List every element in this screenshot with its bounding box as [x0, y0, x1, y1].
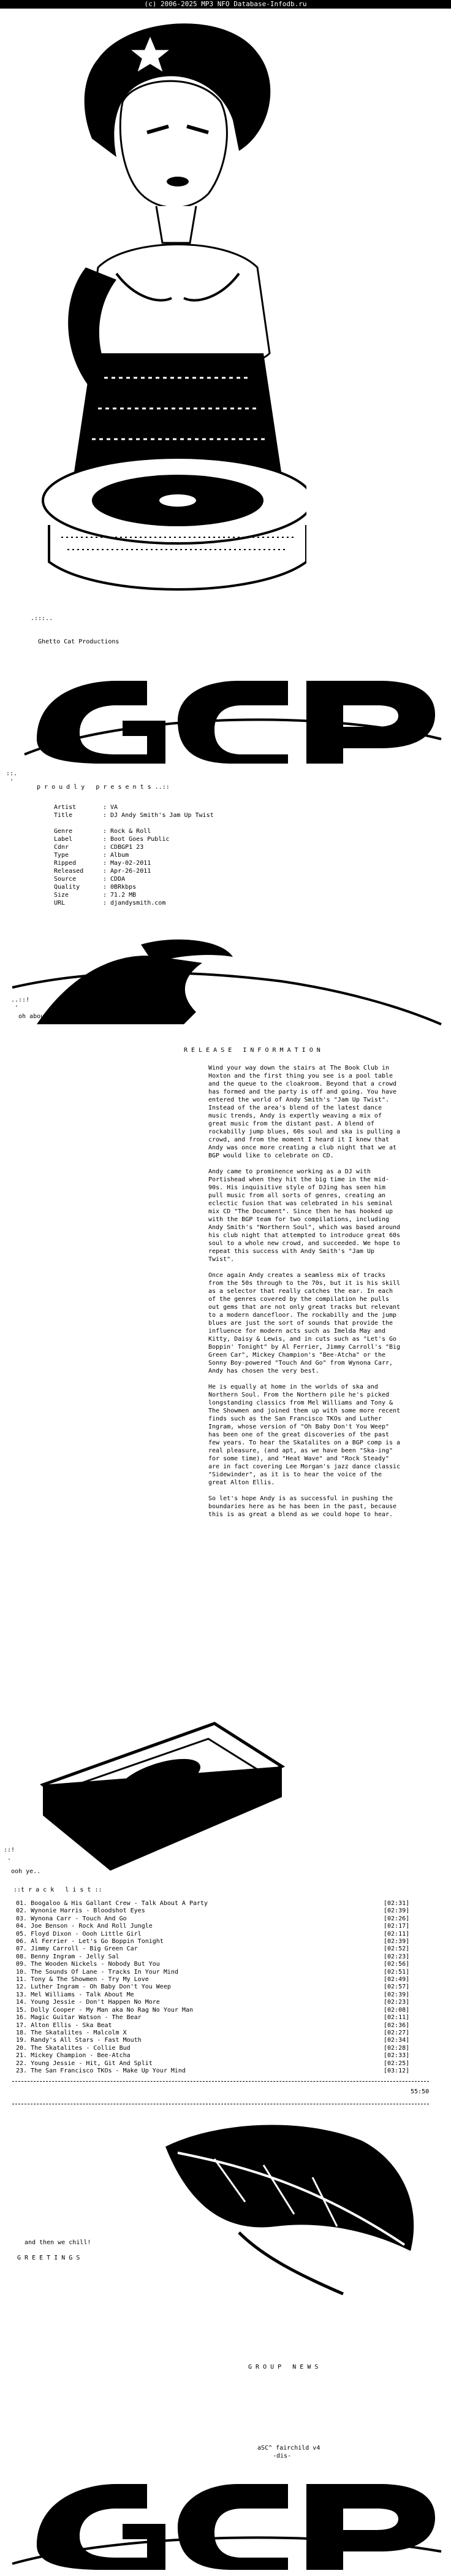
track-title: 15. Dolly Cooper - My Man aka No Rag No Your Man	[16, 2006, 193, 2014]
release-info-row	[54, 835, 214, 843]
release-info-value: : Rock & Roll	[103, 828, 151, 835]
release-information-title: R E L E A S E I N F O R M A T I O N	[184, 1047, 320, 1054]
release-info-row	[54, 843, 214, 851]
presenter-name: Ghetto Cat Productions	[38, 638, 119, 645]
track-row	[16, 2030, 420, 2037]
track-duration: [02:36]	[384, 2022, 410, 2029]
release-note-paragraph: He is equally at home in the worlds of ska and Northern Soul. From the Northern pile he's picked longstanding classics from Mel Williams and Tony & The Showmen and joined them up with some more recent finds such as the San Francisco TKOs and Luther Ingram, whose version of "Oh Baby Don't You Weep" has been one of the great discoveries of the past few years. To hear the Skatalites on a BGP comp is a real pleasure, (and apt, as we have been "Ska-ing" for some time), and "Heat Wave" and "Rock Steady" are in fact covering Lee Morgan's jazz dance classic "Sidewinder", as it is to hear the voice of the great Alton Ellis.	[208, 1384, 401, 1486]
track-duration: [02:27]	[384, 2029, 410, 2036]
track-title: 11. Tony & The Showmen - Try My Love	[16, 1976, 149, 1984]
track-title: 23. The San Francisco TKOs - Make Up Your Mind	[16, 2067, 186, 2074]
track-row	[16, 2045, 420, 2052]
track-row	[16, 2022, 420, 2030]
track-duration: [03:12]	[384, 2067, 410, 2074]
release-info-value: : 71.2 MB	[103, 892, 137, 899]
release-note-paragraph: So let's hope Andy is as successful in pushing the boundaries here as he has been in the past, because this is as great a blend as we could hope to hear.	[208, 1495, 397, 1518]
track-row	[16, 1969, 420, 1976]
track-title: 19. Randy's All Stars - Fast Mouth	[16, 2037, 142, 2044]
release-info-row	[54, 851, 214, 859]
track-title: 16. Magic Guitar Watson - The Bear	[16, 2014, 142, 2022]
release-info-key: Title	[54, 812, 73, 819]
track-row	[16, 1915, 420, 1923]
track-duration: [02:49]	[384, 1976, 410, 1984]
release-notes	[208, 1064, 401, 1527]
track-duration: [02:39]	[384, 1938, 410, 1945]
gcp-logo-top	[0, 647, 451, 764]
track-duration: [02:57]	[384, 1984, 410, 1991]
track-duration: [02:33]	[384, 2052, 410, 2060]
track-duration: [02:23]	[384, 1999, 410, 2006]
track-row	[16, 1945, 420, 1953]
release-info-key: Artist	[54, 804, 77, 811]
greetings-title: G R E E T I N G S	[17, 2255, 80, 2261]
release-info-key: Source	[54, 876, 77, 883]
track-duration: [02:23]	[384, 1953, 410, 1960]
release-info-key: Size	[54, 892, 69, 899]
track-row	[16, 1991, 420, 1999]
release-info-value: : Boot Goes Public	[103, 836, 170, 843]
proudly-presents: p r o u d l y p r e s e n t s ..::	[37, 784, 170, 791]
track-title: 17. Alton Ellis - Ska Beat	[16, 2022, 112, 2029]
release-info-value: : VA	[103, 804, 118, 811]
release-info-row	[54, 899, 214, 907]
release-info-key: Quality	[54, 884, 80, 891]
track-title: 05. Floyd Dixon - Oooh Little Girl	[16, 1930, 142, 1938]
release-info-value: : 0BRkbps	[103, 884, 137, 891]
release-info-table	[54, 803, 214, 907]
track-row	[16, 2037, 420, 2044]
track-row	[16, 1984, 420, 1991]
track-duration: [02:31]	[384, 1900, 410, 1907]
track-row	[16, 1999, 420, 2006]
track-duration: [02:28]	[384, 2044, 410, 2052]
release-note-paragraph: Once again Andy creates a seamless mix of tracks from the 50s through to the 70s, but it is his skill as a selector that really catches the ear. In each of the genres covered by the compilation he pulls out gems that are not only great tracks but relevant to a modern dancefloor. The rockabilly and the jump blues are just the sort of sounds that provide the influence for modern acts such as Imelda May and Kitty, Daisy & Lewis, and in cuts such as "Let's Go Boppin' Tonight" by Al Ferrier, Jimmy Carroll's "Big Green Car", Mickey Champion's "Bee-Atcha" or the Sonny Boy-powered "Touch And Go" from Wynona Carr, Andy has chosen the very best.	[208, 1272, 401, 1374]
track-row	[16, 1953, 420, 1961]
about-caption: oh about this release	[18, 1013, 96, 1020]
track-duration: [02:11]	[384, 1930, 410, 1938]
track-row	[16, 1976, 420, 1984]
release-info-row	[54, 867, 214, 875]
release-info-key: Type	[54, 852, 69, 859]
release-info-key: Ripped	[54, 860, 77, 867]
ooh-caption: ooh ye..	[11, 1868, 41, 1875]
track-duration: [02:56]	[384, 1961, 410, 1968]
track-title: 14. Young Jessie - Don't Happen No More	[16, 1999, 160, 2006]
release-info-row	[54, 859, 214, 867]
release-note-paragraph: Wind your way down the stairs at The Book Club in Hoxton and the first thing you see is a pool table and the queue to the cloakroom. Beyond that a crowd has formed and the party is off and going. You have entered the world of Andy Smith's "Jam Up Twist". Instead of the area's blend of the latest dance music trends, Andy is expertly weaving a mix of great music from the distant past. A blend of rockabilly jump blues, 60s soul and ska is pulling a crowd, and from the moment I heard it I knew that Andy was once more creating a club night that we at BGP would like to celebrate on CD.	[208, 1065, 401, 1159]
dots-decoration-2: ::. '	[6, 770, 18, 785]
track-row	[16, 1900, 420, 1907]
track-row	[16, 2014, 420, 2022]
release-info-value: : May-02-2011	[103, 860, 151, 867]
track-title: 21. Mickey Champion - Bee-Atcha	[16, 2052, 131, 2060]
release-info-value: : djandysmith.com	[103, 900, 166, 907]
track-title: 06. Al Ferrier - Let's Go Boppin Tonight	[16, 1938, 164, 1945]
tracklist-title: ::t r a c k l i s t ::	[13, 1887, 102, 1893]
track-title: 08. Benny Ingram - Jelly Sal	[16, 1953, 119, 1960]
total-time: 55:50	[411, 2088, 430, 2095]
chill-caption: and then we chill!	[25, 2239, 91, 2246]
track-title: 18. The Skatalites - Malcolm X	[16, 2029, 127, 2036]
track-title: 09. The Wooden Nickels - Nobody But You	[16, 1961, 160, 1968]
group-news-title: G R O U P N E W S	[248, 2364, 319, 2371]
tracklist-divider	[12, 2081, 429, 2082]
release-info-row	[54, 827, 214, 835]
track-duration: [02:26]	[384, 1915, 410, 1922]
gcp-logo-bottom	[0, 2459, 451, 2576]
track-row	[16, 2007, 420, 2014]
track-duration: [02:25]	[384, 2060, 410, 2067]
track-row	[16, 2052, 420, 2060]
dots-decoration-4: ::! .	[4, 1847, 15, 1861]
release-info-key: Cdnr	[54, 844, 69, 851]
track-duration: [02:51]	[384, 1968, 410, 1976]
track-duration: [02:17]	[384, 1923, 410, 1930]
track-duration: [02:39]	[384, 1991, 410, 1998]
track-row	[16, 1961, 420, 1968]
dots-decoration-3: ..::! '	[11, 997, 30, 1011]
footer-credit: aSC^ fairchild v4	[257, 2445, 320, 2451]
release-info-row	[54, 875, 214, 883]
track-title: 20. The Skatalites - Collie Bud	[16, 2044, 131, 2052]
release-info-row	[54, 811, 214, 819]
track-duration: [02:34]	[384, 2037, 410, 2044]
track-title: 04. Joe Benson - Rock And Roll Jungle	[16, 1923, 153, 1930]
release-info-key: Label	[54, 836, 73, 843]
track-title: 10. The Sounds Of Lane - Tracks In Your Mind	[16, 1968, 178, 1976]
release-info-value: : Album	[103, 852, 129, 859]
nfo-source-header	[0, 0, 451, 9]
track-title: 12. Luther Ingram - Oh Baby Don't You Weep	[16, 1984, 171, 1991]
track-row	[16, 2068, 420, 2075]
record-player-art	[31, 1711, 288, 1871]
track-title: 07. Jimmy Carroll - Big Green Car	[16, 1945, 138, 1953]
track-title: 03. Wynona Carr - Touch And Go	[16, 1915, 127, 1922]
release-info-row	[54, 883, 214, 891]
track-duration: [02:39]	[384, 1907, 410, 1915]
track-title: 13. Mel Williams - Talk About Me	[16, 1991, 134, 1998]
leaf-ascii-art	[141, 2110, 435, 2306]
release-info-key: URL	[54, 900, 66, 907]
track-duration: [02:08]	[384, 2006, 410, 2014]
track-duration: [02:52]	[384, 1945, 410, 1953]
track-title: 22. Young Jessie - Hit, Git And Split	[16, 2060, 153, 2067]
track-duration: [02:11]	[384, 2014, 410, 2022]
tracklist	[16, 1900, 420, 2075]
pinup-girl-ascii-art	[25, 10, 306, 617]
release-info-row	[54, 803, 214, 811]
track-title: 02. Wynonie Harris - Bloodshot Eyes	[16, 1907, 145, 1915]
track-row	[16, 2060, 420, 2068]
release-info-value: : Apr-26-2011	[103, 868, 151, 875]
track-row	[16, 1907, 420, 1915]
track-row	[16, 1931, 420, 1938]
release-info-value: : CDDA	[103, 876, 126, 883]
release-info-key: Released	[54, 868, 84, 875]
release-info-key: Genre	[54, 828, 73, 835]
footer-credit-2: -dis-	[273, 2453, 292, 2459]
release-note-paragraph: Andy came to prominence working as a DJ with Portishead when they hit the big time in the mid-90s. His inquisitive style of DJing has seen him pull music from all sorts of genres, creating an eclectic fusion that was celebrated in his seminal mix CD "The Document". Since then he has hooked up with the BGP team for two compilations, including Andy Smith's "Northern Soul", which was based around his club night that attempted to introduce great 60s soul to a whole new crowd, and succeeded. We hope to repeat this success with Andy Smith's "Jam Up Twist".	[208, 1168, 401, 1263]
release-info-row	[54, 891, 214, 899]
release-info-value: : CDBGP1 23	[103, 844, 144, 851]
header-text: (c) 2006-2025 MP3 NFO Database-Infodb.ru	[144, 0, 307, 8]
track-row	[16, 1938, 420, 1945]
track-title: 01. Boogaloo & His Gallant Crew - Talk About A Party	[16, 1900, 208, 1907]
dots-decoration: .:::..	[31, 615, 53, 622]
release-info-value: : DJ Andy Smith's Jam Up Twist	[103, 812, 214, 819]
track-row	[16, 1923, 420, 1930]
